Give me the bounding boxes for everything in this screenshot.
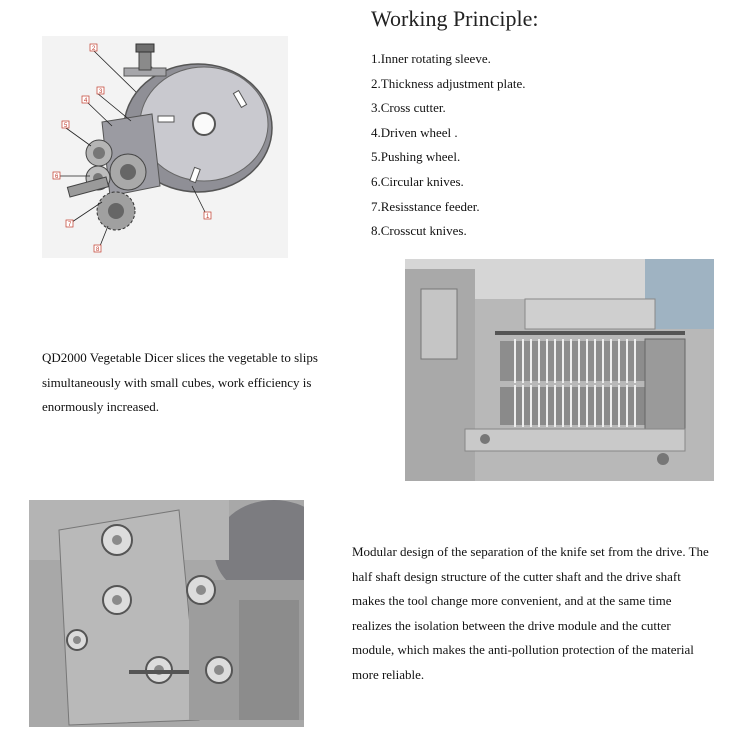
diagram-callout: 3 <box>99 89 103 95</box>
list-item: 6.Circular knives. <box>371 173 464 189</box>
machine-diagram <box>42 36 288 258</box>
diagram-callout: 1 <box>206 214 210 220</box>
diagram-callout: 4 <box>84 98 88 104</box>
cutter-shaft-photo <box>405 259 714 481</box>
list-item: 1.Inner rotating sleeve. <box>371 51 491 66</box>
diagram-callout: 2 <box>92 46 96 52</box>
list-item: 8.Crosscut knives. <box>371 223 467 239</box>
list-item: 3.Cross cutter. <box>371 100 446 116</box>
intro-paragraph: QD2000 Vegetable Dicer slices the vegetable to slips simultaneously with small cubes, work efficiency is enormously increased. <box>42 350 318 414</box>
list-item: 2.Thickness adjustment plate. <box>371 75 526 91</box>
drive-module-photo <box>29 500 304 727</box>
diagram-callout: 5 <box>64 123 68 129</box>
diagram-callout: 7 <box>68 222 72 228</box>
section-title: Working Principle: <box>371 6 539 31</box>
list-item: 4.Driven wheel . <box>371 124 458 140</box>
modular-design-paragraph: Modular design of the separation of the knife set from the drive. The half shaft design structure of the cutter shaft and the drive shaft makes the tool change more convenient, and at the same time realizes the isolation between the drive module and the cutter module, which makes the anti-pollution protection of the material more reliable. <box>352 544 709 682</box>
principle-list <box>371 47 526 244</box>
diagram-callout: 8 <box>96 247 100 253</box>
list-item: 5.Pushing wheel. <box>371 149 461 165</box>
diagram-callout: 6 <box>55 174 59 180</box>
list-item: 7.Resisstance feeder. <box>371 198 480 214</box>
